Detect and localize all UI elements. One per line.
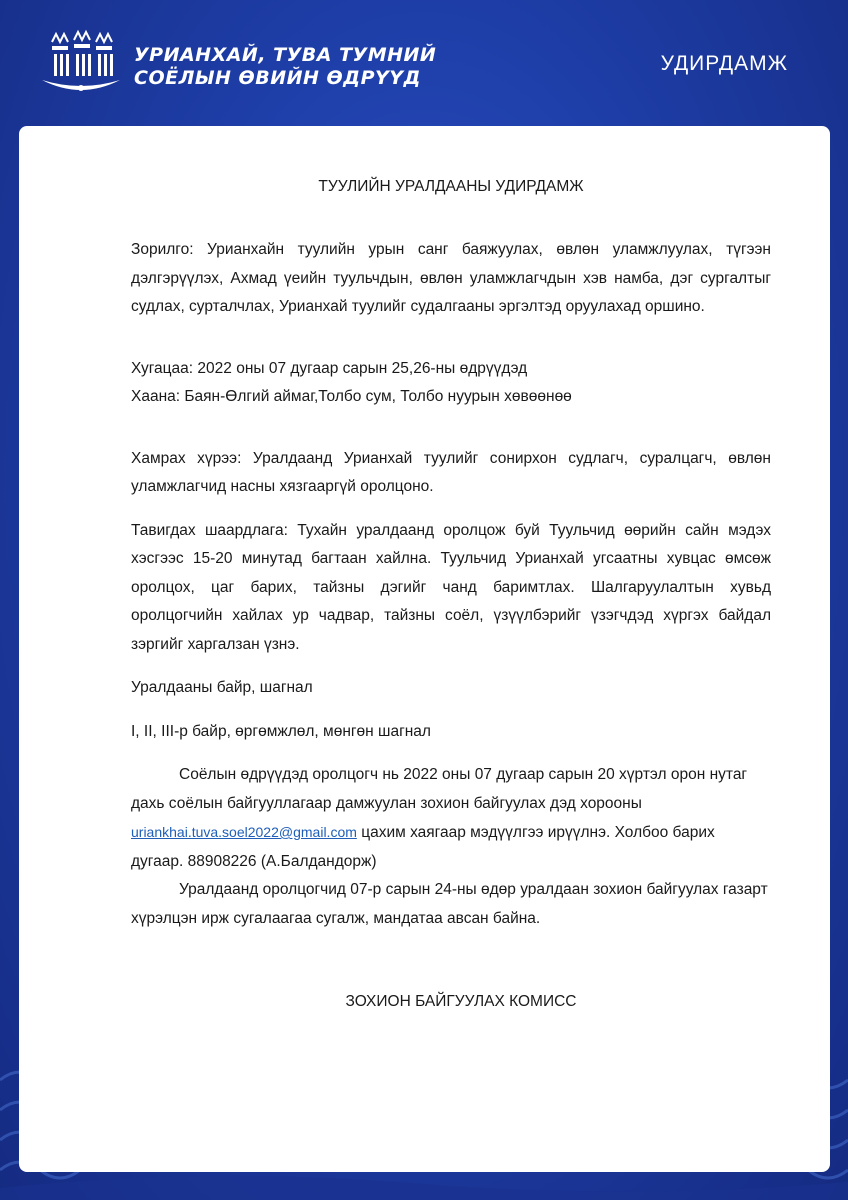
prizes-line: I, II, III-р байр, өргөмжлөл, мөнгөн шагнал	[131, 722, 431, 740]
document-title: ТУУЛИЙН УРАЛДААНЫ УДИРДАМЖ	[318, 178, 584, 195]
organization-name-line1: УРИАНХАЙ, ТУВА ТУМНИЙ	[134, 44, 437, 66]
prizes-heading: Уралдааны байр, шагнал	[131, 679, 313, 696]
document-page	[19, 126, 830, 1172]
arrival-paragraph: Уралдаанд оролцогчид 07-р сарын 24-ны өдөр уралдаан зохион байгуулах газарт хүрэлцэн ирж сугалаагаа сугалж, мандатаа авсан байна.	[131, 881, 768, 927]
document-type-label: УДИРДАМЖ	[660, 52, 788, 75]
page-header	[0, 0, 848, 125]
scope-paragraph: Хамрах хүрээ: Уралдаанд Урианхай туулийг сонирхон судлагч, суралцагч, өвлөн уламжлагчид насны хязгааргүй оролцоно.	[131, 449, 771, 495]
registration-text-part2: цахим хаягаар мэдүүлгээ ирүүлнэ. Холбоо барих дугаар. 88908226 (А.Балдандорж)	[131, 824, 715, 870]
goal-paragraph: Зорилго: Урианхайн туулийн урын санг баяжуулах, өвлөн уламжлуулах, түгээн дэлгэрүүлэх, Ахмад үеийн туульчдын, өвлөн уламжлагчдын хэв намба, дэг сургалтыг судлах, сурталчлах, Урианхай туулийг судалгааны эргэлтэд оруулахад оршино.	[131, 241, 771, 315]
contact-email-link[interactable]: uriankhai.tuva.soel2022@gmail.com	[131, 824, 357, 840]
organization-logo-icon	[38, 28, 124, 98]
place-line: Хаана: Баян-Өлгий аймаг,Толбо сум, Толбо нуурын хөвөөнөө	[131, 388, 572, 405]
registration-text-part1: Соёлын өдрүүдэд оролцогч нь 2022 оны 07 дугаар сарын 20 хүртэл орон нутаг дахь соёлын байгууллагаар дамжуулан зохион байгуулах дэд хорооны	[131, 766, 748, 812]
time-line: Хугацаа: 2022 оны 07 дугаар сарын 25,26-ны өдрүүдэд	[131, 359, 528, 377]
organization-name	[134, 44, 436, 90]
requirements-paragraph: Тавигдах шаардлага: Тухайн уралдаанд оролцож буй Туульчид өөрийн сайн мэдэх хэсгээс 15-20 минутад багтаан хайлна. Туульчид Урианхай угсаатны хувцас өмсөж оролцох, цаг барих, тайзны дэгийг чанд баримтлах. Шалгаруулалтын хувьд оролцогчийн хайлах ур чадвар, тайзны соёл, үзүүлбэрийг үзэгчдэд хүргэх байдал зэргийг харгалзан үзнэ.	[131, 521, 771, 653]
document-body	[131, 178, 771, 1011]
signature-line: ЗОХИОН БАЙГУУЛАХ КОМИСС	[345, 993, 577, 1010]
registration-paragraph	[131, 761, 771, 876]
organization-name-line2: СОЁЛЫН ӨВИЙН ӨДРҮҮД	[134, 67, 421, 89]
